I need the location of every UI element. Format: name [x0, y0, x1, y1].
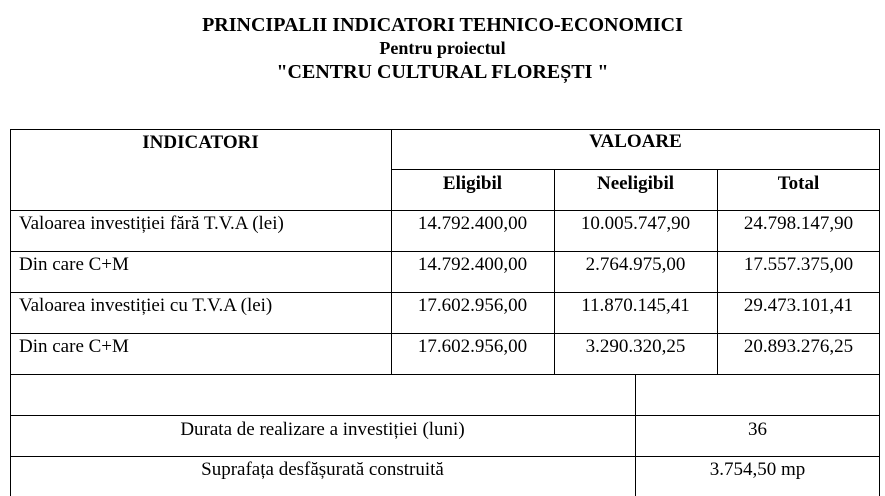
header-indicators: INDICATORI: [142, 132, 259, 153]
header-total: Total: [777, 173, 820, 194]
header-value: VALOARE: [589, 131, 682, 152]
table-rule: [10, 374, 880, 375]
row-total-value: 29.473.101,41: [743, 294, 854, 316]
duration-label: Durata de realizare a investiției (luni): [180, 419, 465, 440]
row-total-value: 24.798.147,90: [743, 212, 854, 234]
document-title: PRINCIPALII INDICATORI TEHNICO-ECONOMICI: [202, 14, 683, 36]
row-eligible-value: 14.792.400,00: [417, 212, 528, 234]
built-area-value: 3.754,50 mp: [709, 459, 806, 480]
row-eligible-value: 17.602.956,00: [417, 335, 528, 357]
row-ineligible-value: 11.870.145,41: [581, 294, 690, 316]
header-ineligible: Neeligibil: [596, 173, 675, 194]
row-ineligible-value: 3.290.320,25: [585, 335, 686, 357]
row-label: Valoarea investiției fără T.V.A (lei): [19, 212, 284, 234]
row-total-value: 20.893.276,25: [743, 335, 854, 357]
row-eligible-value: 17.602.956,00: [417, 294, 528, 316]
built-area-label: Suprafața desfășurată construită: [201, 459, 444, 480]
row-total-value: 17.557.375,00: [743, 253, 854, 275]
row-ineligible-value: 2.764.975,00: [585, 253, 686, 275]
row-label: Din care C+M: [19, 335, 129, 357]
row-label: Din care C+M: [19, 253, 129, 275]
duration-value: 36: [748, 419, 767, 440]
row-ineligible-value: 10.005.747,90: [580, 212, 691, 234]
header-eligible: Eligibil: [442, 173, 503, 194]
row-eligible-value: 14.792.400,00: [417, 253, 528, 275]
document-subtitle: Pentru proiectul: [379, 38, 506, 58]
row-label: Valoarea investiției cu T.V.A (lei): [19, 294, 273, 316]
project-name: "CENTRU CULTURAL FLOREȘTI ": [276, 61, 609, 83]
